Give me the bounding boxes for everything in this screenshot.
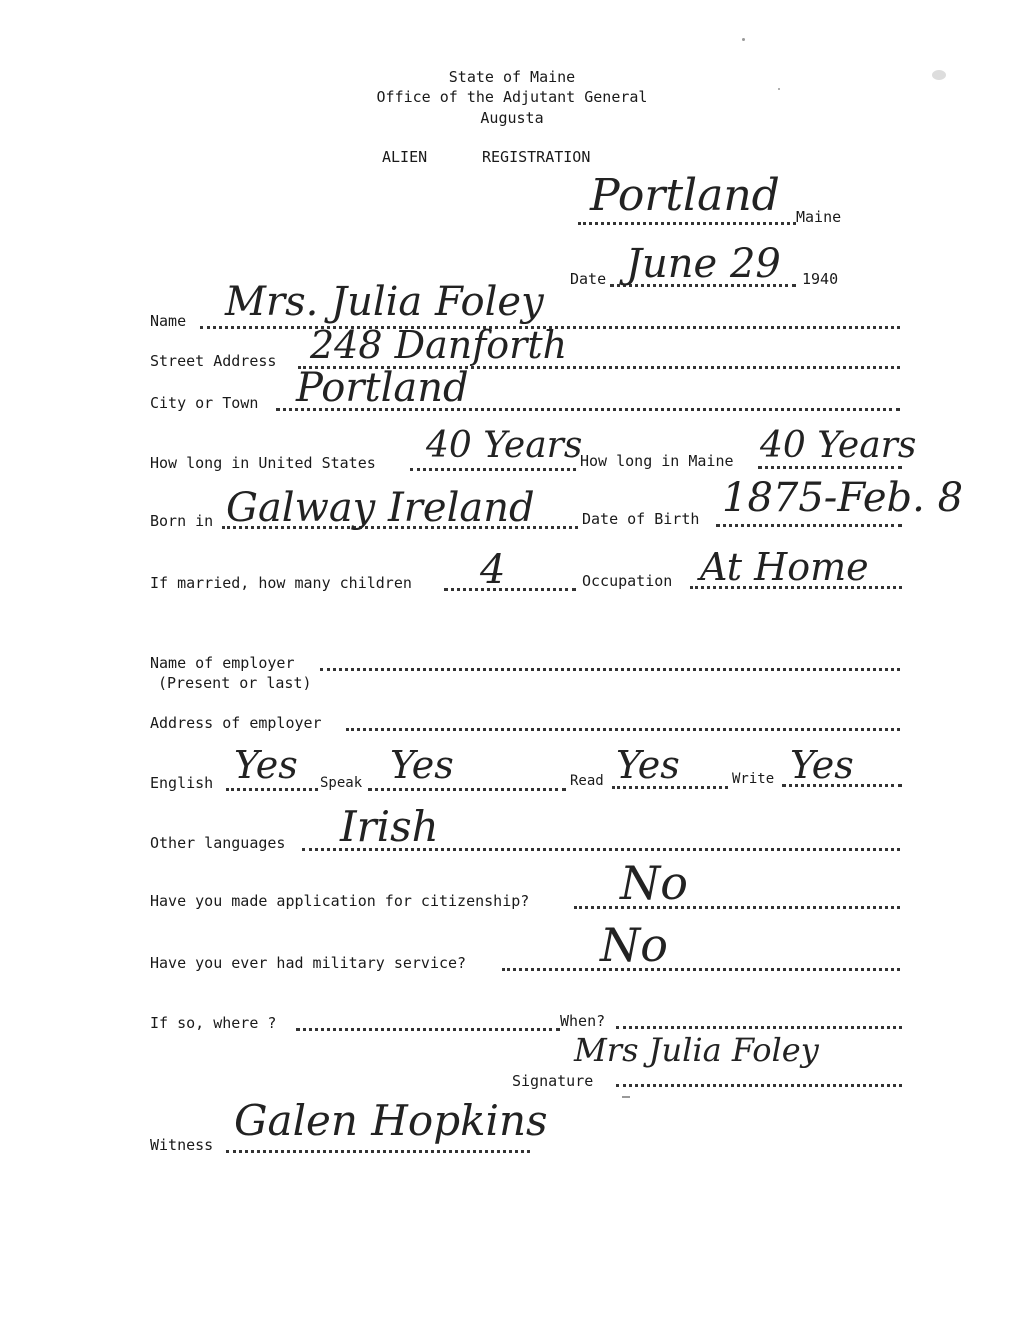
place-suffix: Maine (796, 208, 842, 226)
write-label: Write (732, 771, 775, 787)
header-office: Office of the Adjutant General (376, 88, 648, 106)
employer-name-label: Name of employer (150, 654, 295, 672)
other-languages-label: Other languages (150, 834, 286, 852)
witness-label: Witness (150, 1136, 214, 1154)
speak-line (368, 788, 566, 791)
date-label: Date (570, 270, 607, 288)
occupation-label: Occupation (582, 572, 673, 590)
when-label: When? (560, 1012, 606, 1030)
english-line (226, 788, 318, 791)
maine-years-handwritten: 40 Years (760, 425, 917, 466)
place-handwritten: Portland (590, 170, 780, 221)
header-state: State of Maine (448, 68, 576, 86)
employer-name-line (320, 668, 900, 671)
military-line (502, 968, 900, 971)
name-handwritten: Mrs. Julia Foley (225, 279, 544, 325)
military-label: Have you ever had military service? (150, 954, 467, 972)
read-label: Read (570, 773, 604, 789)
place-line (578, 222, 796, 225)
signature-label: Signature (512, 1072, 594, 1090)
city-handwritten: Portland (296, 365, 469, 411)
title-alien: ALIEN (382, 148, 428, 166)
dob-handwritten: 1875-Feb. 8 (722, 475, 964, 521)
dob-label: Date of Birth (582, 510, 700, 528)
witness-handwritten: Galen Hopkins (234, 1096, 548, 1145)
children-line (444, 588, 576, 591)
signature-handwritten: Mrs Julia Foley (574, 1031, 819, 1069)
occupation-handwritten: At Home (700, 545, 869, 589)
employer-address-label: Address of employer (150, 714, 322, 732)
citizenship-label: Have you made application for citizenship? (150, 892, 530, 910)
born-handwritten: Galway Ireland (226, 485, 535, 531)
employer-address-line (346, 728, 900, 731)
title-registration: REGISTRATION (482, 148, 591, 166)
header-city: Augusta (480, 109, 544, 127)
where-line (296, 1028, 560, 1031)
speak-handwritten: Yes (390, 743, 454, 787)
us-years-line (410, 468, 576, 471)
children-handwritten: 4 (480, 547, 506, 593)
scan-speck (778, 88, 780, 90)
scan-speck (742, 38, 745, 41)
date-year: 1940 (802, 270, 839, 288)
speak-label: Speak (320, 775, 363, 791)
maine-years-label: How long in Maine (580, 452, 734, 470)
city-label: City or Town (150, 394, 259, 412)
citizenship-handwritten: No (620, 856, 688, 910)
street-label: Street Address (150, 352, 277, 370)
signature-line (616, 1084, 902, 1087)
english-label: English (150, 774, 214, 792)
where-label: If so, where ? (150, 1014, 277, 1032)
write-handwritten: Yes (790, 743, 854, 787)
read-handwritten: Yes (616, 743, 680, 787)
scan-speck (932, 70, 946, 80)
us-years-label: How long in United States (150, 454, 376, 472)
dob-line (716, 524, 902, 527)
name-label: Name (150, 312, 187, 330)
english-handwritten: Yes (234, 743, 298, 787)
born-label: Born in (150, 512, 214, 530)
scan-speck (622, 1096, 630, 1098)
date-handwritten: June 29 (626, 241, 781, 287)
maine-years-line (758, 466, 902, 469)
when-line (616, 1026, 902, 1029)
other-languages-handwritten: Irish (340, 802, 439, 851)
employer-name-sublabel: (Present or last) (158, 674, 312, 692)
us-years-handwritten: 40 Years (426, 425, 583, 466)
children-label: If married, how many children (150, 574, 412, 592)
witness-line (226, 1150, 530, 1153)
military-handwritten: No (600, 918, 668, 972)
street-handwritten: 248 Danforth (310, 323, 568, 367)
